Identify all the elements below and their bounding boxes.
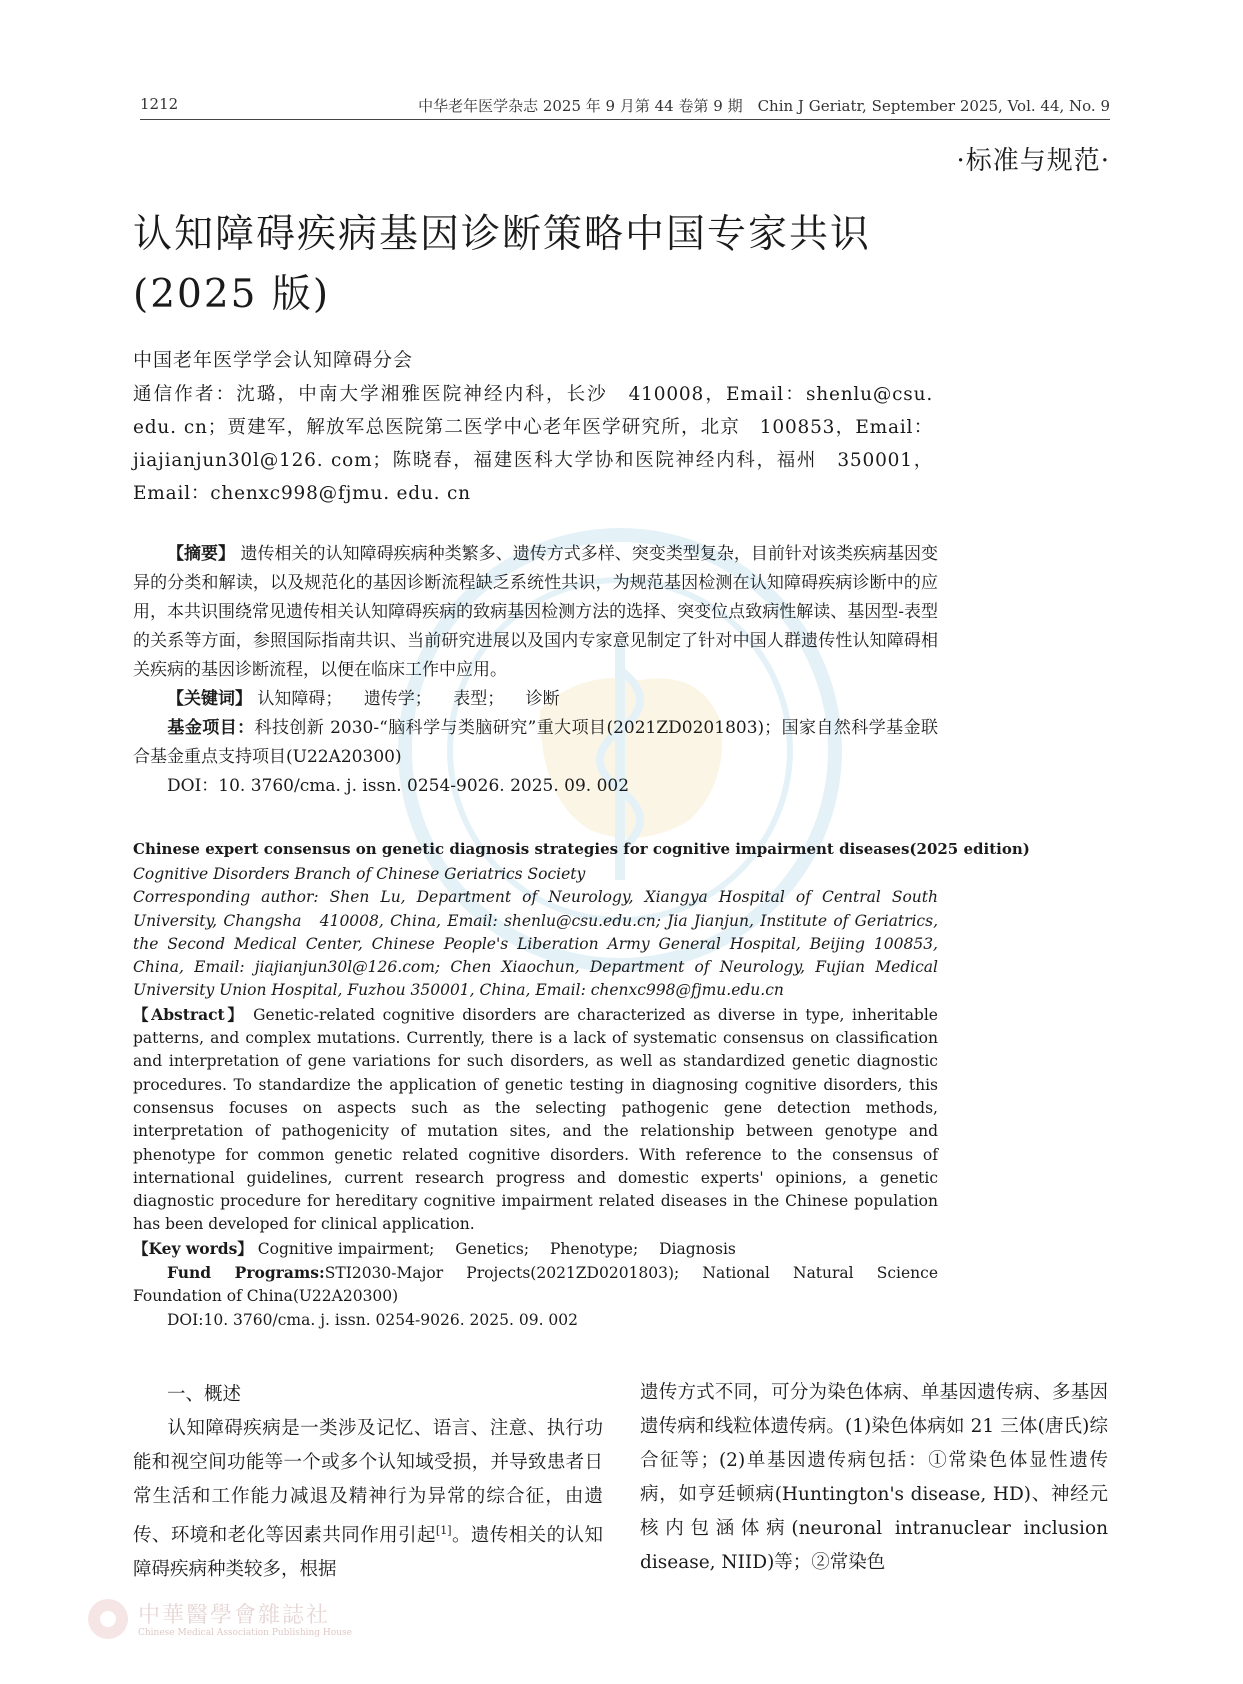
publisher-name-cn: 中華醫學會雜誌社 xyxy=(138,1603,331,1628)
cn-keyword: 认知障碍； xyxy=(257,689,343,709)
en-organization: Cognitive Disorders Branch of Chinese Geriatrics Society xyxy=(133,865,586,883)
chinese-abstract xyxy=(133,540,938,801)
running-head: 中华老年医学杂志 2025 年 9 月第 44 卷第 9 期 Chin J Geriatr, September 2025, Vol. 44, No. 9 xyxy=(418,97,1110,115)
en-keywords-label: 【Key words】 xyxy=(133,1238,253,1258)
en-abstract-label: 【Abstract】 xyxy=(133,1004,246,1024)
body-column-right xyxy=(640,1376,1108,1580)
body-text: 认知障碍疾病是一类涉及记忆、语言、注意、执行功能和视空间功能等一个或多个认知域受损，并导致患者日常生活和工作能力减退及精神行为异常的综合征，由遗传、环境和老化等因素共同作用引起 xyxy=(133,1418,603,1547)
en-abstract-text: Genetic-related cognitive disorders are characterized as diverse in type, inheritable patterns, and complex mutations. Currently, there is a lack of systematic consensus on classification and interpretation of gene variations for such disorders, as well as standardized genetic diagnostic procedures. To standardize the application of genetic testing in diagnosing cognitive disorders, this consensus focuses on aspects such as the selecting pathogenic gene detection methods, interpretation of pathogenicity of mutation sites, and the relationship between genotype and phenotype for common genetic related cognitive disorders. With reference to the consensus of international guidelines, current research progress and domestic experts' opinions, a genetic diagnostic procedure for hereditary cognitive impairment related diseases in the Chinese population has been developed for clinical application. xyxy=(133,1005,938,1234)
publisher-logo-icon xyxy=(85,1596,131,1642)
cn-fund-label: 基金项目： xyxy=(167,718,255,738)
publisher-name-en: Chinese Medical Association Publishing House xyxy=(138,1628,352,1638)
cn-keyword: 表型； xyxy=(453,689,505,709)
section-label: ·标准与规范· xyxy=(956,146,1110,176)
cn-keywords-label: 【关键词】 xyxy=(167,689,252,709)
article-title xyxy=(133,205,871,325)
body-text: 。遗传相关的认知障碍疾病种类较多，根据 xyxy=(133,1525,603,1581)
cn-abstract-label: 【摘要】 xyxy=(167,544,236,564)
english-abstract xyxy=(133,863,938,1332)
en-doi: DOI:10. 3760/cma. j. issn. 0254-9026. 2025. 09. 002 xyxy=(167,1310,579,1329)
header-rule xyxy=(140,119,1110,120)
cn-fund-text: 科技创新 2030-“脑科学与类脑研究”重大项目(2021ZD0201803)；国家自然科学基金联合基金重点支持项目(U22A20300) xyxy=(133,718,938,767)
cn-keyword: 诊断 xyxy=(525,689,560,709)
section-heading: 一、概述 xyxy=(167,1384,242,1405)
en-keyword: Diagnosis xyxy=(659,1239,736,1258)
cn-abstract-text: 遗传相关的认知障碍疾病种类繁多、遗传方式多样、突变类型复杂，目前针对该类疾病基因变异的分类和解读，以及规范化的基因诊断流程缺乏系统性共识，为规范基因检测在认知障碍疾病诊断中的应用，本共识围绕常见遗传相关认知障碍疾病的致病基因检测方法的选择、突变位点致病性解读、基因型-表型的关系等方面，参照国际指南共识、当前研究进展以及国内专家意见制定了针对中国人群遗传性认知障碍相关疾病的基因诊断流程，以便在临床工作中应用。 xyxy=(133,544,939,680)
author-organization: 中国老年医学学会认知障碍分会 xyxy=(133,349,414,371)
en-fund-text: STI2030-Major Projects(2021ZD0201803); National Natural Science Foundation of China(U22A20300) xyxy=(133,1264,938,1306)
title-line-2: (2025 版) xyxy=(133,272,331,317)
body-column-left xyxy=(133,1378,603,1587)
corresponding-authors: 通信作者：沈璐，中南大学湘雅医院神经内科，长沙 410008，Email：shenlu@csu. edu. cn；贾建军，解放军总医院第二医学中心老年医学研究所，北京 100853，Email：jiajianjun30l@126. com；陈晓春，福建医科大学协和医院神经内科，福州 350001，Email：chenxc998@fjmu. edu. cn xyxy=(133,384,933,504)
en-keyword: Genetics; xyxy=(455,1239,530,1258)
en-abstract-para xyxy=(133,1003,938,1237)
cn-keywords-para xyxy=(133,685,938,714)
cn-keyword: 遗传学； xyxy=(363,689,432,709)
en-corresponding: Corresponding author: Shen Lu, Department of Neurology, Xiangya Hospital of Central South University, Changsha 410008, China, Email: shenlu@csu.edu.cn; Jia Jianjun, Institute of Geriatrics, the Second Medical Center, Chinese People's Liberation Army General Hospital, Beijing 100853, China, Email: jiajianjun30l@126.com; Chen Xiaochun, Department of Neurology, Fujian Medical University Union Hospital, Fuzhou 350001, China, Email: chenxc998@fjmu.edu.cn xyxy=(133,888,938,1000)
english-title: Chinese expert consensus on genetic diagnosis strategies for cognitive impairment diseases(2025 edition) xyxy=(133,840,1030,858)
en-fund-label: Fund Programs: xyxy=(167,1263,325,1283)
cn-doi-para xyxy=(133,772,938,801)
page-number: 1212 xyxy=(140,95,179,113)
en-doi-para xyxy=(133,1309,938,1332)
body-paragraph: 遗传方式不同，可分为染色体病、单基因遗传病、多基因遗传病和线粒体遗传病。(1)染色体病如 21 三体(唐氏)综合征等；(2)单基因遗传病包括：①常染色体显性遗传病，如亨廷顿病(Huntington's disease, HD)、神经元核内包涵体病(neuronal intranuclear inclusion disease, NIID)等；②常染色 xyxy=(640,1382,1108,1573)
cn-abstract-para xyxy=(133,540,938,685)
en-keywords-para xyxy=(133,1237,938,1261)
cn-doi: DOI：10. 3760/cma. j. issn. 0254-9026. 2025. 09. 002 xyxy=(167,776,630,796)
cn-fund-para xyxy=(133,714,938,772)
en-keyword: Cognitive impairment; xyxy=(257,1239,435,1258)
reference-marker[interactable]: [1] xyxy=(435,1524,452,1537)
title-line-1: 认知障碍疾病基因诊断策略中国专家共识 xyxy=(133,212,872,257)
en-fund-para xyxy=(133,1261,938,1309)
en-keyword: Phenotype; xyxy=(549,1239,639,1258)
body-paragraph xyxy=(133,1412,603,1587)
